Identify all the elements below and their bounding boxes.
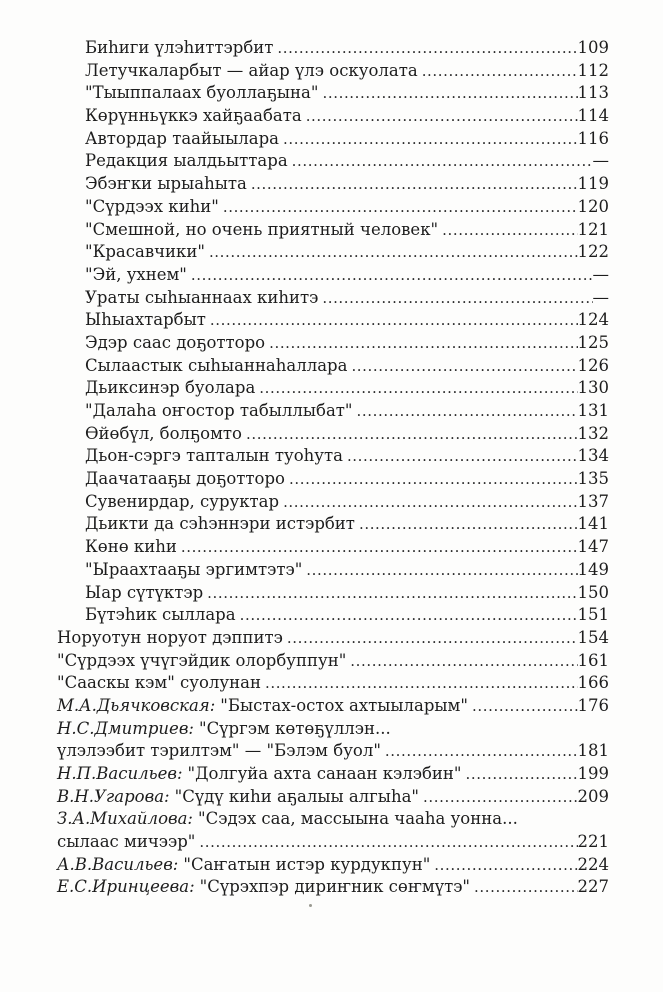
toc-entry-title: Көнө киһи — [85, 537, 177, 557]
dot-leader — [240, 604, 578, 627]
toc-entry-title: сылаас мичээр" — [57, 832, 196, 852]
toc-entry — [57, 513, 609, 536]
dot-leader — [423, 786, 578, 809]
toc-entry — [57, 377, 609, 400]
dot-leader — [472, 695, 578, 718]
toc-entry — [57, 445, 609, 468]
dot-leader — [422, 60, 578, 83]
dot-leader — [351, 355, 577, 378]
toc-entry-page: 125 — [577, 332, 609, 352]
dot-leader — [289, 468, 578, 491]
toc-entry-title: "Эй, ухнем" — [85, 264, 187, 284]
toc-entry-title: "Сааскы кэм" суолунан — [57, 673, 261, 693]
dot-leader — [207, 582, 577, 605]
toc-entry-page: 130 — [577, 378, 609, 398]
toc-entry — [57, 582, 609, 605]
toc-entry-title: "Сүрдээх киһи" — [85, 196, 219, 216]
toc-entry — [57, 854, 609, 877]
toc-entry-page: 121 — [577, 219, 609, 239]
toc-entry-page: 124 — [577, 310, 609, 330]
toc-entry-author: Е.С.Иринцеева: — [57, 877, 195, 897]
dot-leader — [385, 740, 578, 763]
toc-entry-page: 199 — [577, 764, 609, 783]
dot-leader — [223, 196, 578, 219]
toc-entry-title: "Сэдэх саа, массыына чааһа уонна... — [198, 809, 518, 829]
toc-entry-page: 113 — [577, 83, 609, 103]
toc-entry-page: 109 — [577, 38, 609, 57]
toc-entry-author: М.А.Дьячковская: — [57, 695, 216, 715]
toc-entry — [57, 287, 609, 310]
toc-entry-author: Н.С.Дмитриев: — [57, 718, 194, 738]
dot-leader — [292, 150, 593, 173]
dot-leader — [322, 82, 577, 105]
toc-entry-title: Дьикти да сэһэннэри истэрбит — [85, 514, 355, 534]
dot-leader — [181, 536, 578, 559]
toc-entry — [57, 831, 609, 854]
toc-entry-page: 224 — [577, 854, 609, 874]
dot-leader — [251, 173, 578, 196]
dot-leader — [306, 559, 577, 582]
toc-entry-title: Даачатааҕы доҕотторо — [85, 469, 285, 489]
toc-entry-page: — — [592, 264, 609, 284]
toc-entry — [57, 468, 609, 491]
toc-entry-title: "Красавчики" — [85, 242, 205, 262]
dot-leader — [347, 445, 578, 468]
toc-entry-page: 227 — [577, 877, 609, 897]
toc-entry — [57, 763, 609, 786]
toc-entry-title: Көрүнньүккэ хайҕаабата — [85, 106, 302, 126]
toc-entry-title: Ыһыахтарбыт — [85, 310, 206, 330]
toc-entry-page: 126 — [577, 355, 609, 375]
toc-entry-author: З.А.Михайлова: — [57, 809, 193, 829]
toc-entry-title: "Саҥатын истэр курдукпун" — [183, 854, 431, 874]
toc-entry — [57, 695, 609, 718]
dot-leader — [277, 37, 577, 60]
toc-entry — [57, 808, 609, 831]
toc-entry-title: "Сүрдээх үчүгэйдик олорбуппун" — [57, 650, 347, 670]
dot-leader — [283, 128, 578, 151]
toc-entry — [57, 173, 609, 196]
dot-leader — [434, 854, 577, 877]
toc-entry-title: Бүтэһик сыллара — [85, 605, 236, 625]
dot-leader — [322, 287, 592, 310]
toc-entry — [57, 309, 609, 332]
dot-leader — [466, 763, 578, 786]
toc-entry — [57, 196, 609, 219]
toc-entry — [57, 672, 609, 695]
toc-entry-page: 166 — [577, 673, 609, 693]
toc-entry-author: Н.П.Васильев: — [57, 764, 183, 783]
toc-entry — [57, 150, 609, 173]
toc-entry-title: Сувенирдар, суруктар — [85, 491, 280, 511]
toc-entry-page: — — [592, 287, 609, 307]
toc-entry-page: 135 — [577, 469, 609, 489]
toc-entry-page: 221 — [577, 832, 609, 852]
toc-entry-page: 151 — [577, 605, 609, 625]
toc-entry — [57, 82, 609, 105]
toc-entry-title: үлэлээбит тэрилтэм" — "Бэлэм буол" — [57, 741, 381, 761]
toc-entry-page: 150 — [577, 582, 609, 602]
toc-entry — [57, 559, 609, 582]
toc-entry-title: "Тыыппалаах буоллаҕына" — [85, 83, 319, 103]
toc-entry-page: 137 — [577, 491, 609, 511]
toc-entry-page: 141 — [577, 514, 609, 534]
toc-entry — [57, 241, 609, 264]
toc-entry — [57, 400, 609, 423]
dot-leader — [357, 400, 578, 423]
toc-entry-page: 119 — [577, 174, 609, 194]
toc-entry-title: Летучкаларбыт — айар үлэ оскуолата — [85, 60, 418, 80]
dot-leader — [306, 105, 578, 128]
toc-entry — [57, 219, 609, 242]
dot-leader — [265, 672, 578, 695]
toc-entry-page: 131 — [577, 401, 609, 420]
toc-entry — [57, 627, 609, 650]
toc-entry-page: 134 — [577, 446, 609, 466]
toc-entry-page: 209 — [577, 786, 609, 806]
toc-entry-title: Эдэр саас доҕотторо — [85, 332, 266, 352]
toc-entry-title: Өйөбүл, болҕомто — [85, 423, 242, 443]
dot-leader — [359, 513, 578, 536]
toc-entry-page: 149 — [577, 559, 609, 579]
toc-entry-title: "Ыраахтааҕы эргимтэтэ" — [85, 559, 303, 579]
toc-entry-title: Редакция ыалдьыттара — [85, 151, 288, 171]
toc-entry-page: 122 — [577, 242, 609, 262]
dot-leader — [259, 377, 577, 400]
toc-entry-title: "Быстах-остох ахтыыларым" — [220, 695, 468, 715]
toc-entry-title: Ураты сыһыаннаах киһитэ — [85, 287, 319, 307]
dot-leader — [199, 831, 577, 854]
toc-entry — [57, 740, 609, 763]
toc-entry-title: Сылаастык сыһыаннаһаллара — [85, 355, 348, 375]
toc-entry — [57, 37, 609, 60]
toc-entry — [57, 876, 609, 899]
toc-entry — [57, 491, 609, 514]
toc-entry-title: "Далаһа оҥостор табыллыбат" — [85, 401, 353, 420]
toc-entry — [57, 332, 609, 355]
toc-entry-page: 181 — [577, 741, 609, 761]
dot-leader — [474, 876, 577, 899]
toc-entry-title: Дьон-сэргэ тапталын туоһута — [85, 446, 343, 466]
toc-entry-page: 161 — [577, 650, 609, 670]
toc-entry-title: "Сүдү киһи аҕалыы алгыһа" — [174, 786, 419, 806]
toc-entry-title: "Смешной, но очень приятный человек" — [85, 219, 439, 239]
toc-entry-page: 154 — [577, 627, 609, 647]
toc-entry-page: 120 — [577, 196, 609, 216]
dot-leader — [269, 332, 577, 355]
toc-entry-page: 132 — [577, 423, 609, 443]
toc-entry-page: 176 — [577, 695, 609, 715]
toc-entry — [57, 423, 609, 446]
toc-entry — [57, 650, 609, 673]
toc-entry-title: Норуотун норуот дэппитэ — [57, 627, 283, 647]
toc-entry-page: — — [592, 151, 609, 171]
toc-entry-page: 114 — [577, 106, 609, 126]
dot-leader — [246, 423, 578, 446]
toc-entry-title: Дьиксинэр буолара — [85, 378, 256, 398]
toc-entry — [57, 718, 609, 741]
scan-speck — [309, 904, 312, 907]
toc-entry-title: Эбэҥки ырыаһыта — [85, 174, 247, 194]
toc-entry-page: 147 — [577, 537, 609, 557]
toc-entry-title: "Сүрэхпэр дириҥник сөҥмүтэ" — [199, 877, 471, 897]
toc-entry-title: "Сүргэм көтөҕүллэн... — [199, 718, 391, 738]
toc-entry — [57, 536, 609, 559]
toc-entry — [57, 60, 609, 83]
toc-entry — [57, 128, 609, 151]
toc-list — [57, 37, 609, 899]
dot-leader — [350, 650, 577, 673]
dot-leader — [442, 219, 577, 242]
toc-entry-author: В.Н.Угарова: — [57, 786, 170, 806]
toc-entry — [57, 264, 609, 287]
dot-leader — [287, 627, 578, 650]
dot-leader — [191, 264, 593, 287]
toc-entry-title: Автордар таайыылара — [85, 128, 279, 148]
toc-entry — [57, 355, 609, 378]
toc-entry-title: Ыар сүтүктэр — [85, 582, 204, 602]
toc-entry — [57, 604, 609, 627]
toc-entry — [57, 786, 609, 809]
toc-entry — [57, 105, 609, 128]
dot-leader — [283, 491, 577, 514]
toc-entry-title: Биһиги үлэһиттэрбит — [85, 38, 274, 57]
toc-entry-page: 116 — [577, 128, 609, 148]
toc-entry-author: А.В.Васильев: — [57, 854, 179, 874]
toc-entry-page: 112 — [577, 60, 609, 80]
toc-entry-title: "Долгуйа ахта санаан кэлэбин" — [187, 764, 462, 783]
dot-leader — [209, 241, 578, 264]
dot-leader — [210, 309, 578, 332]
